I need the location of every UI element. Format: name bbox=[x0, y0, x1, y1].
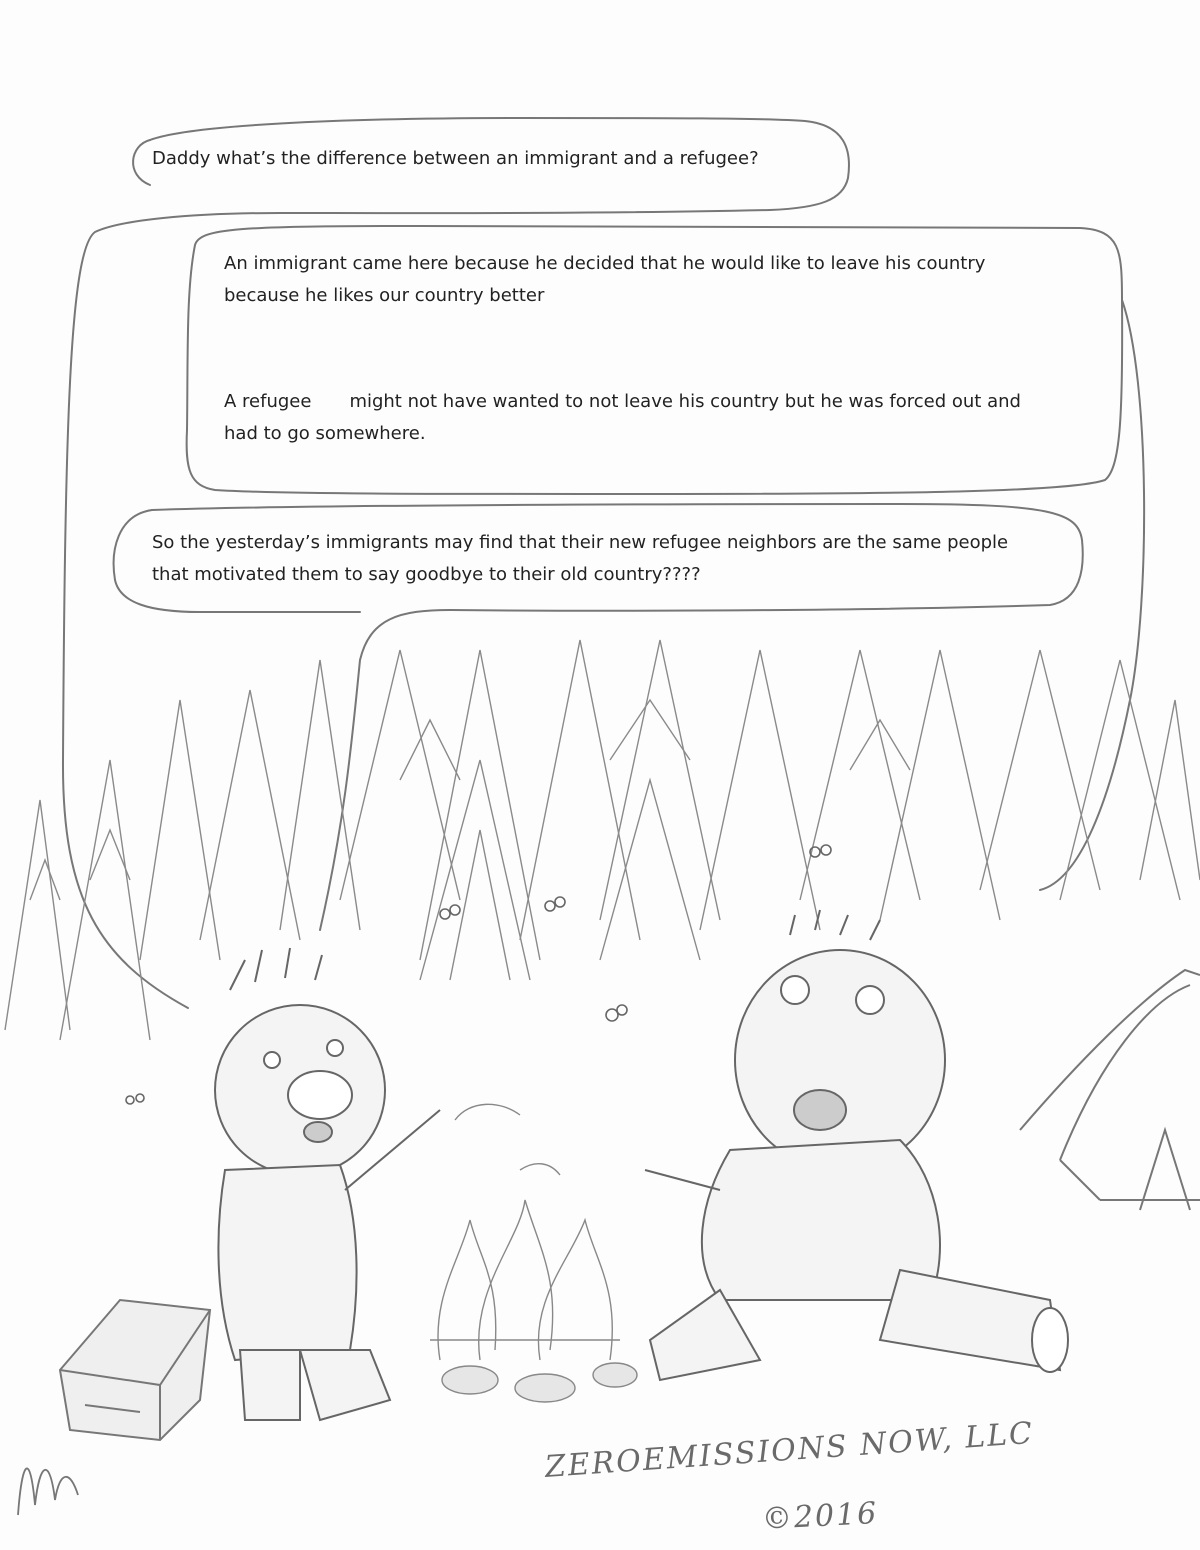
artist-signature bbox=[18, 1468, 78, 1515]
tent-icon bbox=[1020, 970, 1200, 1210]
question-line: Daddy what’s the difference between an immigrant and a refugee? bbox=[152, 148, 759, 169]
company-credit: ZEROEMISSIONS NOW, LLC bbox=[543, 1415, 1036, 1485]
question-text bbox=[152, 143, 759, 175]
followup-line-2: that motivated them to say goodbye to their old country???? bbox=[152, 564, 701, 585]
followup-text bbox=[152, 527, 1008, 591]
copyright-year: ©2016 bbox=[761, 1495, 880, 1537]
immigrant-line-1: An immigrant came here because he decided that he would like to leave his country bbox=[224, 253, 986, 274]
father-figure bbox=[645, 910, 1068, 1380]
refugee-answer-text bbox=[224, 386, 1021, 450]
followup-line-1: So the yesterday’s immigrants may find that their new refugee neighbors are the same people bbox=[152, 532, 1009, 553]
immigrant-answer-text bbox=[224, 248, 985, 312]
child-figure bbox=[215, 948, 440, 1420]
refugee-line-1 bbox=[224, 386, 1021, 418]
refugee-line-2: had to go somewhere. bbox=[224, 423, 426, 444]
refugee-line-1-rest: might not have wanted to not leave his country but he was forced out and bbox=[349, 391, 1021, 412]
forest bbox=[5, 640, 1200, 1040]
campfire-icon bbox=[430, 1104, 637, 1402]
refugee-term: A refugee bbox=[224, 391, 312, 412]
cooler-icon bbox=[60, 1300, 210, 1440]
immigrant-line-2: because he likes our country better bbox=[224, 285, 545, 306]
